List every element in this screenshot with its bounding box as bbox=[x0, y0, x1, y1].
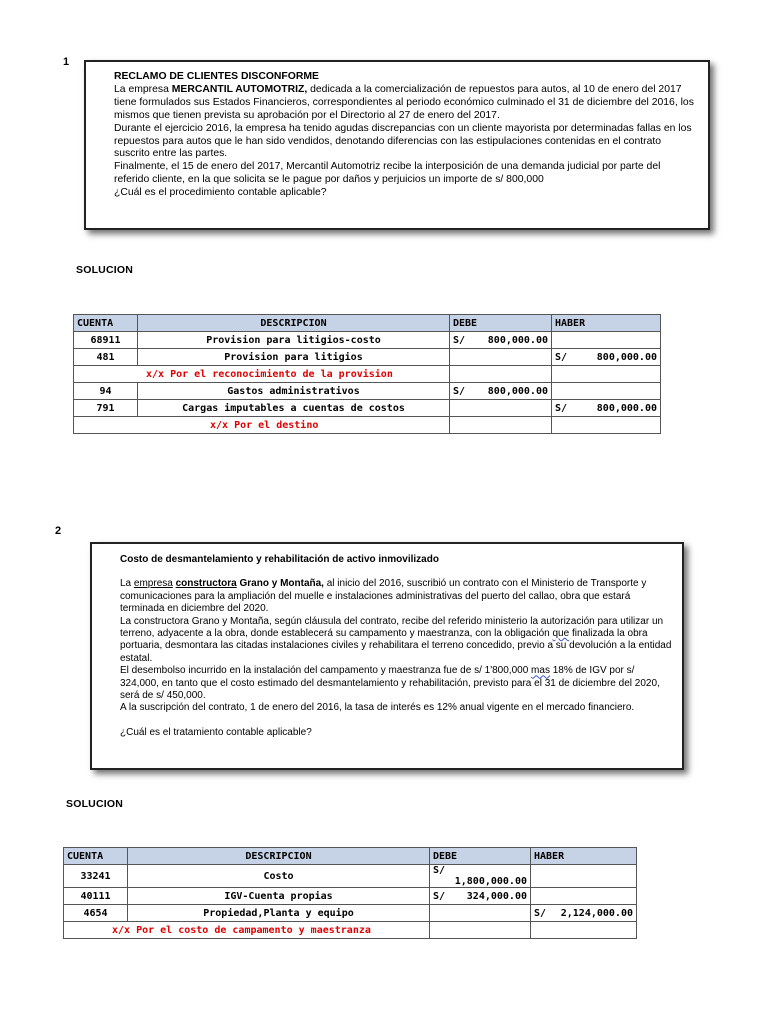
table-row bbox=[74, 383, 661, 400]
table-row bbox=[64, 888, 637, 905]
exercise-number: 1 bbox=[63, 56, 70, 68]
cell-cuenta: 68911 bbox=[74, 332, 138, 349]
problem-paragraph: La empresa constructora Grano y Montaña, al inicio del 2016, suscribió un contrato con el Ministerio de Transporte y comunicaciones para la ampliación del muelle e instalaciones administrativas del puerto del callao, obra que estará terminada en diciembre del 2020. bbox=[120, 578, 647, 615]
entry-note: x/x Por el costo de campamento y maestranza bbox=[64, 922, 430, 939]
cell-haber: S/ 800,000.00 bbox=[552, 349, 661, 366]
table-row bbox=[74, 400, 661, 417]
entry-note: x/x Por el reconocimiento de la provision bbox=[74, 366, 450, 383]
problem-statement-box bbox=[90, 542, 684, 770]
problem-question: ¿Cuál es el procedimiento contable aplicable? bbox=[114, 187, 327, 199]
cell-descripcion: Gastos administrativos bbox=[138, 383, 450, 400]
cell-empty bbox=[552, 417, 661, 434]
table-row-note bbox=[64, 922, 637, 939]
cell-cuenta: 4654 bbox=[64, 905, 128, 922]
problem-question: ¿Cuál es el tratamiento contable aplicable? bbox=[120, 726, 312, 738]
cell-debe bbox=[450, 400, 552, 417]
table-row bbox=[74, 332, 661, 349]
cell-haber bbox=[552, 383, 661, 400]
cell-debe: S/ 324,000.00 bbox=[430, 888, 531, 905]
header-haber: HABER bbox=[531, 848, 637, 865]
cell-empty bbox=[552, 366, 661, 383]
header-descripcion: DESCRIPCION bbox=[138, 315, 450, 332]
cell-descripcion: Provision para litigios bbox=[138, 349, 450, 366]
cell-cuenta: 40111 bbox=[64, 888, 128, 905]
problem-paragraph: A la suscripción del contrato, 1 de enero del 2016, la tasa de interés es 12% anual vigente en el mercado financiero. bbox=[120, 702, 635, 714]
cell-descripcion: Costo bbox=[128, 865, 430, 888]
cell-debe: S/ 800,000.00 bbox=[450, 332, 552, 349]
problem-paragraph: Durante el ejercicio 2016, la empresa ha tenido agudas discrepancias con un cliente mayorista por determinadas fallas en los repuestos para autos que le han sido vendidos, denotando diferencias con las estipulaciones contenidas en el contrato suscrito entre las partes. bbox=[114, 122, 692, 160]
cell-debe: S/ 1,800,000.00 bbox=[430, 865, 531, 888]
header-cuenta: CUENTA bbox=[74, 315, 138, 332]
cell-descripcion: Provision para litigios-costo bbox=[138, 332, 450, 349]
cell-haber bbox=[531, 888, 637, 905]
cell-empty bbox=[450, 417, 552, 434]
cell-descripcion: Propiedad,Planta y equipo bbox=[128, 905, 430, 922]
table-row-note bbox=[74, 417, 661, 434]
cell-cuenta: 791 bbox=[74, 400, 138, 417]
cell-haber bbox=[552, 332, 661, 349]
journal-entry-table bbox=[63, 847, 637, 939]
cell-debe: S/ 800,000.00 bbox=[450, 383, 552, 400]
cell-haber bbox=[531, 865, 637, 888]
table-header-row bbox=[64, 848, 637, 865]
cell-debe bbox=[430, 905, 531, 922]
cell-cuenta: 94 bbox=[74, 383, 138, 400]
cell-descripcion: IGV-Cuenta propias bbox=[128, 888, 430, 905]
header-descripcion: DESCRIPCION bbox=[128, 848, 430, 865]
cell-cuenta: 481 bbox=[74, 349, 138, 366]
problem-paragraph: El desembolso incurrido en la instalación del campamento y maestranza fue de s/ 1'800,000 mas 18% de IGV por s/ 324,000, en tanto que el costo estimado del desmantelamiento y rehabilitación, previsto para el 31 de diciembre del 2020, será de s/ 450,000. bbox=[120, 665, 660, 702]
table-header-row bbox=[74, 315, 661, 332]
problem-paragraph: La constructora Grano y Montaña, según cláusula del contrato, recibe del referido ministerio la autorización para utilizar un terreno, adyacente a la obra, donde establecerá su campamento y maestranza, con la obligación que finalizada la obra portuaria, desmontara las citadas instalaciones civiles y rehabilitara el terreno concedido, previo a su devolución a la entidad estatal. bbox=[120, 615, 672, 664]
cell-haber: S/ 800,000.00 bbox=[552, 400, 661, 417]
cell-empty bbox=[450, 366, 552, 383]
cell-descripcion: Cargas imputables a cuentas de costos bbox=[138, 400, 450, 417]
table-row-note bbox=[74, 366, 661, 383]
cell-empty bbox=[430, 922, 531, 939]
cell-debe bbox=[450, 349, 552, 366]
table-row bbox=[64, 865, 637, 888]
solution-label: SOLUCION bbox=[76, 264, 134, 276]
problem-paragraph: Finalmente, el 15 de enero del 2017, Mercantil Automotriz recibe la interposición de una demanda judicial por parte del referido cliente, en la que solicita se le pague por daños y perjuicios un importe de s/ 800,000 bbox=[114, 161, 661, 186]
cell-haber: S/ 2,124,000.00 bbox=[531, 905, 637, 922]
solution-label: SOLUCION bbox=[66, 798, 124, 810]
company-name: MERCANTIL AUTOMOTRIZ, bbox=[171, 83, 308, 95]
table-row bbox=[64, 905, 637, 922]
header-haber: HABER bbox=[552, 315, 661, 332]
journal-entry-table bbox=[73, 314, 661, 434]
cell-cuenta: 33241 bbox=[64, 865, 128, 888]
cell-empty bbox=[531, 922, 637, 939]
problem-paragraph: La empresa MERCANTIL AUTOMOTRIZ, dedicada a la comercialización de repuestos para autos, al 10 de enero del 2017 tiene formulados sus Estados Financieros, correspondientes al periodo económico culminado el 31 de diciembre del 2016, los mismos que tienen prevista su aprobación por el Directorio al 27 de enero del 2017. bbox=[114, 83, 694, 121]
problem-statement-box bbox=[84, 60, 710, 230]
header-debe: DEBE bbox=[430, 848, 531, 865]
entry-note: x/x Por el destino bbox=[74, 417, 450, 434]
header-cuenta: CUENTA bbox=[64, 848, 128, 865]
table-row bbox=[74, 349, 661, 366]
header-debe: DEBE bbox=[450, 315, 552, 332]
problem-title: RECLAMO DE CLIENTES DISCONFORME bbox=[114, 71, 319, 82]
exercise-number: 2 bbox=[55, 525, 62, 537]
problem-title: Costo de desmantelamiento y rehabilitación de activo inmovilizado bbox=[120, 554, 439, 565]
